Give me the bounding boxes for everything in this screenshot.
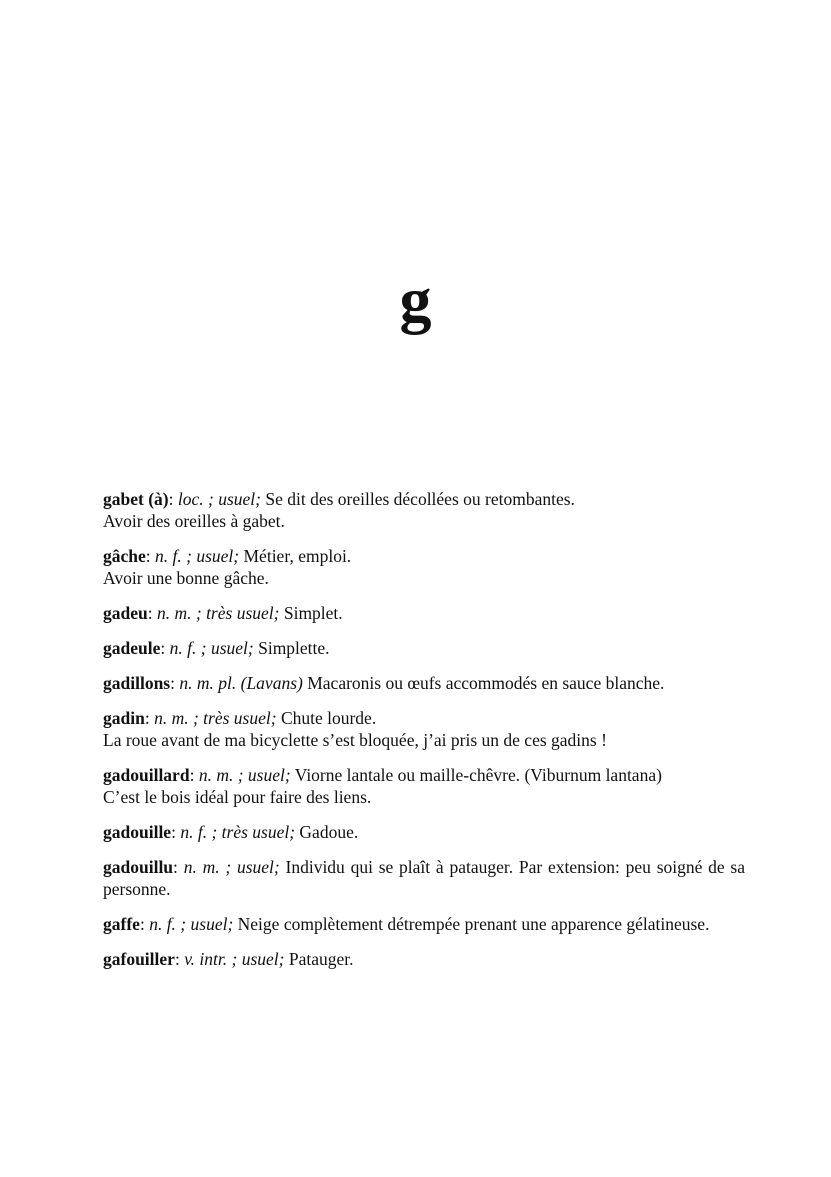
entry [103, 856, 745, 900]
entry-definition-line [103, 856, 745, 900]
entry-headword: gabet (à) [103, 489, 169, 509]
entry-list [103, 488, 745, 983]
entry [103, 672, 745, 694]
entry-definition: Viorne lantale ou maille-chêvre. (Viburnum lantana) [290, 765, 662, 785]
entry-definition-line [103, 707, 745, 729]
entry-definition-line [103, 821, 745, 843]
entry-definition: Neige complètement détrempée prenant une apparence gélatineuse. [233, 914, 710, 934]
entry-grammar: v. intr. ; usuel; [184, 949, 285, 969]
entry [103, 545, 745, 589]
entry-example: La roue avant de ma bicyclette s’est bloquée, j’ai pris un de ces gadins ! [103, 730, 607, 750]
entry-definition: Métier, emploi. [239, 546, 352, 566]
entry-headword: gadillons [103, 673, 171, 693]
entry-separator: : [168, 489, 178, 509]
entry-headword: gadin [103, 708, 145, 728]
entry-separator: : [171, 822, 181, 842]
entry-grammar: n. m. ; usuel; [183, 857, 280, 877]
entry-separator: : [170, 673, 180, 693]
entry-definition: Simplette. [253, 638, 330, 658]
entry [103, 602, 745, 624]
entry-grammar: loc. ; usuel; [177, 489, 261, 509]
entry-example: C’est le bois idéal pour faire des liens. [103, 787, 372, 807]
entry-definition: Simplet. [279, 603, 343, 623]
entry-separator: : [145, 546, 156, 566]
entry-definition-line [103, 764, 745, 786]
entry-definition-line [103, 488, 745, 510]
entry-headword: gadouillu [103, 857, 174, 877]
entry-headword: gadeu [103, 603, 148, 623]
entry [103, 488, 745, 532]
entry-separator: : [160, 638, 170, 658]
entry-definition: Patauger. [284, 949, 354, 969]
entry-grammar: n. f. ; usuel; [169, 638, 254, 658]
entry-separator: : [174, 949, 185, 969]
entry-definition-line [103, 913, 745, 935]
entry [103, 764, 745, 808]
entry-definition-line [103, 637, 745, 659]
entry-definition-line [103, 545, 745, 567]
entry [103, 821, 745, 843]
entry-definition: Gadoue. [295, 822, 359, 842]
entry-grammar: n. f. ; usuel; [149, 914, 234, 934]
entry-separator: : [147, 603, 157, 623]
entry [103, 637, 745, 659]
entry-separator: : [144, 708, 155, 728]
entry-definition: Se dit des oreilles décollées ou retombantes. [260, 489, 575, 509]
entry-definition: Individu qui se plaît à patauger. Par extension: peu soigné de sa personne. [103, 857, 746, 899]
entry-grammar: n. m. pl. (Lavans) [179, 673, 303, 693]
entry-grammar: n. m. ; très usuel; [156, 603, 280, 623]
entry-example: Avoir des oreilles à gabet. [103, 511, 285, 531]
entry-headword: gadouillard [103, 765, 190, 785]
entry-grammar: n. m. ; très usuel; [154, 708, 277, 728]
entry-definition: Macaronis ou œufs accommodés en sauce blanche. [302, 673, 665, 693]
entry-separator: : [189, 765, 199, 785]
entry-definition-line [103, 948, 745, 970]
entry-headword: gaffe [103, 914, 140, 934]
entry [103, 707, 745, 751]
entry-headword: gadeule [103, 638, 161, 658]
entry [103, 913, 745, 935]
entry-example: Avoir une bonne gâche. [103, 568, 269, 588]
entry-definition-line [103, 672, 745, 694]
entry [103, 948, 745, 970]
entry-headword: gâche [103, 546, 146, 566]
section-letter: g [399, 264, 432, 335]
entry-separator: : [139, 914, 150, 934]
entry-grammar: n. f. ; très usuel; [180, 822, 296, 842]
entry-separator: : [173, 857, 184, 877]
entry-definition-line [103, 602, 745, 624]
entry-definition: Chute lourde. [276, 708, 377, 728]
entry-headword: gafouiller [103, 949, 175, 969]
entry-grammar: n. m. ; usuel; [198, 765, 291, 785]
entry-headword: gadouille [103, 822, 172, 842]
entry-grammar: n. f. ; usuel; [155, 546, 240, 566]
